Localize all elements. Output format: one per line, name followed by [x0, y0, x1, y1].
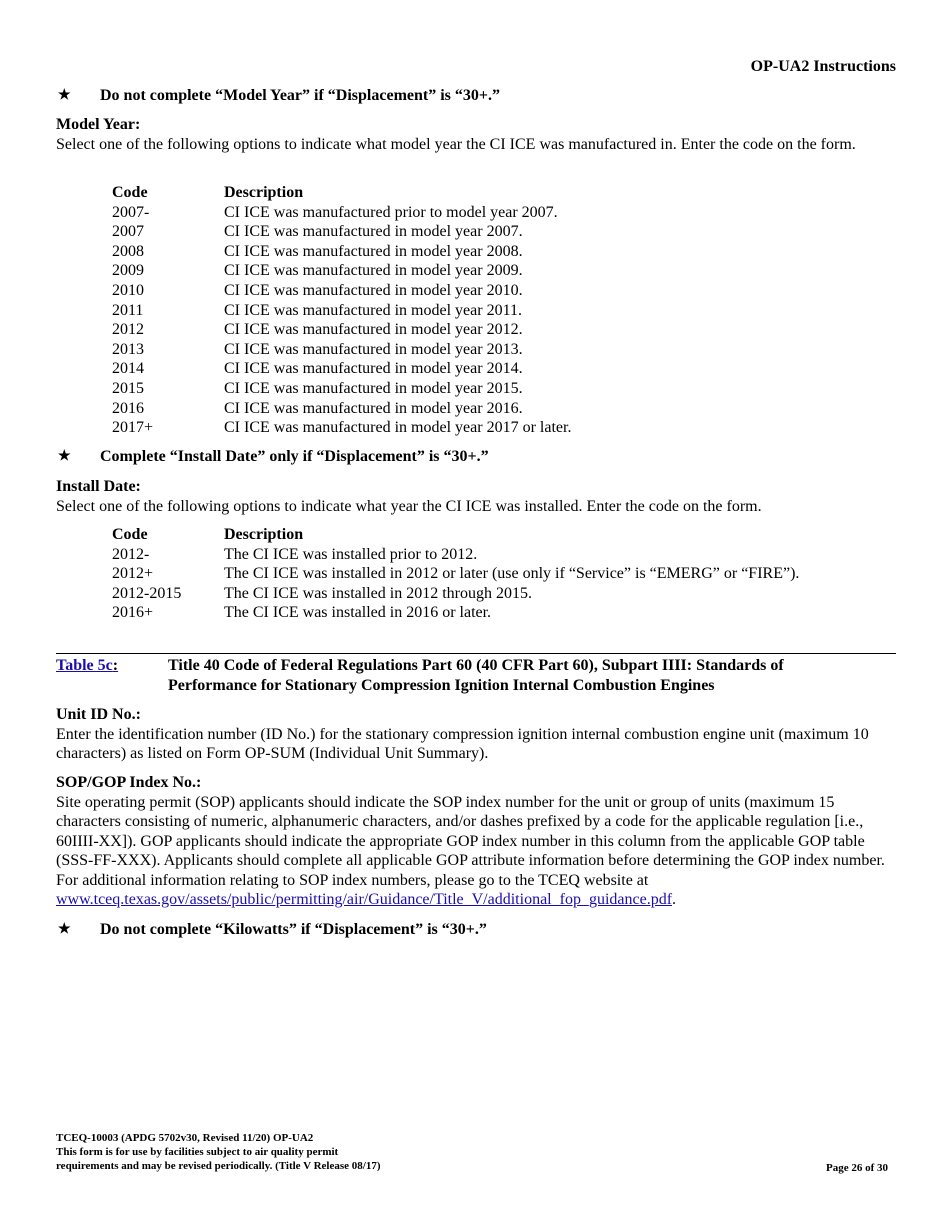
install-date-description: Select one of the following options to indicate what year the CI ICE was installed. Enter the code on the form. [56, 497, 762, 515]
star-icon: ★ [58, 922, 71, 937]
sop-gop-description [56, 793, 896, 910]
description-cell: CI ICE was manufactured in model year 2016. [224, 399, 523, 417]
table-5c-title-line1: Title 40 Code of Federal Regulations Part 60 (40 CFR Part 60), Subpart IIII: Standards of [168, 657, 784, 674]
install-date-section [56, 477, 896, 516]
sop-gop-label: SOP/GOP Index No.: [56, 774, 202, 791]
description-header: Description [224, 184, 304, 201]
kilowatts-note [56, 920, 487, 940]
code-cell: 2015 [112, 379, 144, 397]
footer-line-3: requirements and may be revised periodically. (Title V Release 08/17) [56, 1160, 381, 1172]
description-cell: CI ICE was manufactured in model year 2014. [224, 360, 523, 378]
table-row [112, 203, 571, 223]
table-header-row [112, 183, 571, 203]
code-cell: 2017+ [112, 419, 154, 437]
code-cell: 2007 [112, 223, 144, 241]
table-row [112, 603, 799, 623]
table-row [112, 399, 571, 419]
table-5c-colon: : [112, 657, 119, 674]
description-cell: CI ICE was manufactured in model year 2009. [224, 262, 523, 280]
table-row [112, 301, 571, 321]
description-cell: CI ICE was manufactured in model year 2013. [224, 340, 523, 358]
table-5c-link-text[interactable]: Table 5c [56, 657, 113, 674]
code-header: Code [112, 184, 148, 201]
table-5c-heading [56, 656, 896, 695]
footer-line-1: TCEQ-10003 (APDG 5702v30, Revised 11/20) OP-UA2 [56, 1132, 314, 1144]
table-5c-title [168, 656, 848, 695]
unit-id-section [56, 705, 896, 764]
code-cell: 2013 [112, 340, 144, 358]
table-header-row [112, 525, 799, 545]
table-5c-title-line2: Performance for Stationary Compression Ignition Internal Combustion Engines [168, 676, 715, 694]
description-cell: CI ICE was manufactured in model year 2007. [224, 223, 523, 241]
kilowatts-note-text: Do not complete “Kilowatts” if “Displacement” is “30+.” [100, 921, 487, 938]
model-year-note [56, 86, 500, 106]
description-cell: CI ICE was manufactured in model year 2011. [224, 301, 522, 319]
code-cell: 2012 [112, 321, 144, 339]
table-row [112, 222, 571, 242]
document-footer [56, 1131, 380, 1173]
table-row [112, 340, 571, 360]
table-row [112, 242, 571, 262]
table-5c-link[interactable] [56, 656, 168, 695]
unit-id-label: Unit ID No.: [56, 706, 141, 723]
page-number: Page 26 of 30 [825, 1162, 888, 1174]
table-row [112, 379, 571, 399]
table-row [112, 281, 571, 301]
description-cell: CI ICE was manufactured in model year 2010. [224, 281, 523, 299]
description-cell: The CI ICE was installed prior to 2012. [224, 545, 478, 563]
sop-gop-description-end: . [672, 891, 677, 908]
model-year-label: Model Year: [56, 116, 141, 133]
code-cell: 2012-2015 [112, 584, 182, 602]
table-row [112, 320, 571, 340]
model-year-section [56, 115, 896, 154]
code-cell: 2008 [112, 242, 144, 260]
description-cell: CI ICE was manufactured in model year 2017 or later. [224, 419, 572, 437]
sop-gop-description-text: Site operating permit (SOP) applicants should indicate the SOP index number for the unit or group of units (maximum 15 characters consisting of numeric, alphanumeric characters, and/or dashes prefixed by a code for the applicable regulation [i.e., 60IIII-XX]). GOP applicants should indicate the appropriate GOP index number in this column from the applicable GOP table (SSS-FF-XXX). Applicants should complete all applicable GOP attribute information before determining the GOP index number. For additional information relating to SOP index numbers, please go to the TCEQ website at [56, 793, 885, 889]
tceq-guidance-link[interactable]: www.tceq.texas.gov/assets/public/permitting/air/Guidance/Title_V/additional_fop_guidance.pdf [56, 891, 673, 908]
install-date-note-text: Complete “Install Date” only if “Displacement” is “30+.” [100, 448, 489, 465]
description-cell: CI ICE was manufactured in model year 2015. [224, 379, 523, 397]
footer-line-2: This form is for use by facilities subject to air quality permit [56, 1146, 339, 1158]
section-divider [56, 653, 896, 654]
code-cell: 2011 [112, 301, 144, 319]
table-row [112, 564, 799, 584]
star-icon: ★ [58, 449, 71, 464]
code-cell: 2012- [112, 545, 150, 563]
document-page [56, 0, 896, 1230]
table-row [112, 261, 571, 281]
unit-id-description: Enter the identification number (ID No.) for the stationary compression ignition internal combustion engine unit (maximum 10 characters) as listed on Form OP-SUM (Individual Unit Summary). [56, 725, 869, 762]
description-cell: The CI ICE was installed in 2016 or later. [224, 604, 492, 622]
table-row [112, 584, 799, 604]
model-year-note-text: Do not complete “Model Year” if “Displacement” is “30+.” [100, 87, 501, 104]
description-cell: The CI ICE was installed in 2012 or later (use only if “Service” is “EMERG” or “FIRE”). [224, 565, 800, 583]
code-cell: 2007- [112, 203, 150, 221]
code-cell: 2012+ [112, 565, 154, 583]
star-icon: ★ [58, 88, 71, 103]
code-cell: 2014 [112, 360, 144, 378]
code-cell: 2009 [112, 262, 144, 280]
install-date-label: Install Date: [56, 478, 141, 495]
code-cell: 2016 [112, 399, 144, 417]
code-header: Code [112, 526, 148, 543]
description-cell: CI ICE was manufactured in model year 2008. [224, 242, 523, 260]
install-date-note [56, 447, 489, 467]
description-header: Description [224, 526, 304, 543]
model-year-description: Select one of the following options to indicate what model year the CI ICE was manufactured in. Enter the code on the form. [56, 135, 856, 153]
install-date-code-table [112, 525, 799, 623]
table-row [112, 359, 571, 379]
model-year-code-table [112, 183, 571, 438]
document-header-title: OP-UA2 Instructions [750, 58, 896, 75]
table-row [112, 418, 571, 438]
code-cell: 2010 [112, 281, 144, 299]
description-cell: The CI ICE was installed in 2012 through 2015. [224, 584, 532, 602]
description-cell: CI ICE was manufactured in model year 2012. [224, 321, 523, 339]
code-cell: 2016+ [112, 604, 154, 622]
sop-gop-section [56, 773, 896, 910]
description-cell: CI ICE was manufactured prior to model year 2007. [224, 203, 558, 221]
table-row [112, 545, 799, 565]
